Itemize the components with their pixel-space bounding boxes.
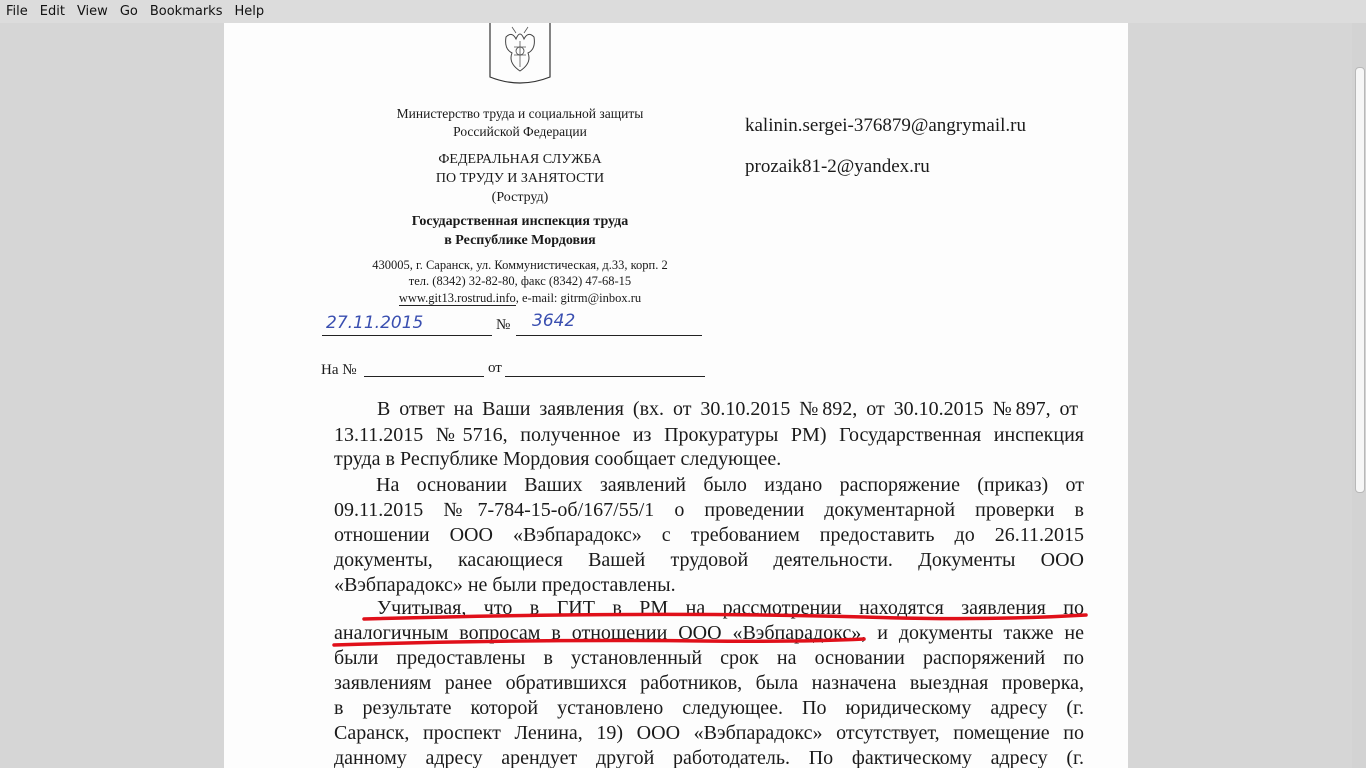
body-line-15: данному адресу арендует другой работодатель. По фактическому адресу (г. xyxy=(334,747,1084,768)
reply-to-label: На № xyxy=(321,362,357,378)
body-line-5: 09.11.2015 №7-784-15-об/167/55/1 о проведении документарной проверки в xyxy=(334,499,1084,521)
menu-bar xyxy=(0,0,1366,23)
ministry-line-2: Российской Федерации xyxy=(453,124,587,140)
body-line-13: в результате которой установлено следующее. По юридическому адресу (г. xyxy=(334,697,1084,719)
inspection-line-1: Государственная инспекция труда xyxy=(411,214,629,229)
from-label: от xyxy=(488,360,502,376)
body-line-12: заявлениям ранее обратившихся работников, была назначена выездная проверка, xyxy=(334,672,1084,694)
number-label: № xyxy=(496,317,511,333)
body-line-3: труда в Республике Мордовия сообщает следующее. xyxy=(334,448,782,470)
handwritten-date: 27.11.2015 xyxy=(326,313,424,333)
service-line-3: (Роструд) xyxy=(491,189,549,205)
website-link[interactable]: www.git13.rostrud.info xyxy=(398,290,516,305)
body-line-6: отношении ООО «Вэбпарадокс» с требованием предоставить до 26.11.2015 xyxy=(334,524,1084,546)
address-line: 430005, г. Саранск, ул. Коммунистическая, д.33, корп. 2 xyxy=(372,258,668,272)
body-line-8: «Вэбпарадокс» не были предоставлены. xyxy=(334,574,676,596)
underline-stroke-2 xyxy=(334,639,864,645)
body-line-10: аналогичным вопросам в отношении ООО «Вэбпарадокс», и документы также не xyxy=(334,622,1084,644)
document-viewport[interactable] xyxy=(0,23,1352,768)
body-line-14: Саранск, проспект Ленина, 19) ООО «Вэбпарадокс» отсутствует, помещение по xyxy=(334,722,1084,744)
recipient-email-1: kalinin.sergei-376879@angrymail.ru xyxy=(745,115,1026,136)
body-line-2: 13.11.2015 №5716, полученное из Прокуратуры РМ) Государственная инспекция xyxy=(334,424,1084,446)
body-line-1: В ответ на Ваши заявления (вх. от 30.10.2015 №892, от 30.10.2015 №897, от xyxy=(377,398,1078,420)
menu-help[interactable]: Help xyxy=(234,4,265,19)
vertical-scrollbar[interactable] xyxy=(1352,23,1366,768)
recipient-email-2: prozaik81-2@yandex.ru xyxy=(745,156,930,177)
inspection-email: , e-mail: gitrm@inbox.ru xyxy=(515,290,642,305)
menu-file[interactable]: File xyxy=(6,4,28,19)
inspection-line-2: в Республике Мордовия xyxy=(444,232,596,248)
document-page xyxy=(224,23,1128,768)
body-line-4: На основании Ваших заявлений было издано распоряжение (приказ) от xyxy=(376,474,1084,496)
service-line-2: ПО ТРУДУ И ЗАНЯТОСТИ xyxy=(435,170,605,186)
body-line-11: были предоставлены в установленный срок на основании распоряжений по xyxy=(334,647,1084,669)
menu-go[interactable]: Go xyxy=(119,4,138,19)
phone-line: тел. (8342) 32-82-80, факс (8342) 47-68-15 xyxy=(408,274,632,289)
scrollbar-thumb[interactable] xyxy=(1355,67,1365,493)
body-line-9: Учитывая, что в ГИТ в РМ на рассмотрении находятся заявления по xyxy=(377,597,1084,619)
menu-bookmarks[interactable]: Bookmarks xyxy=(149,4,223,19)
body-line-7: документы, касающиеся Вашей трудовой деятельности. Документы ООО xyxy=(334,549,1084,571)
menu-edit[interactable]: Edit xyxy=(39,4,65,19)
underline-stroke-1 xyxy=(364,614,1086,619)
ministry-line-1: Министерство труда и социальной защиты xyxy=(396,106,644,121)
service-line-1: ФЕДЕРАЛЬНАЯ СЛУЖБА xyxy=(438,152,602,167)
red-underline-annotation xyxy=(224,23,1128,768)
menu-view[interactable]: View xyxy=(76,4,108,19)
handwritten-number: 3642 xyxy=(532,311,576,331)
